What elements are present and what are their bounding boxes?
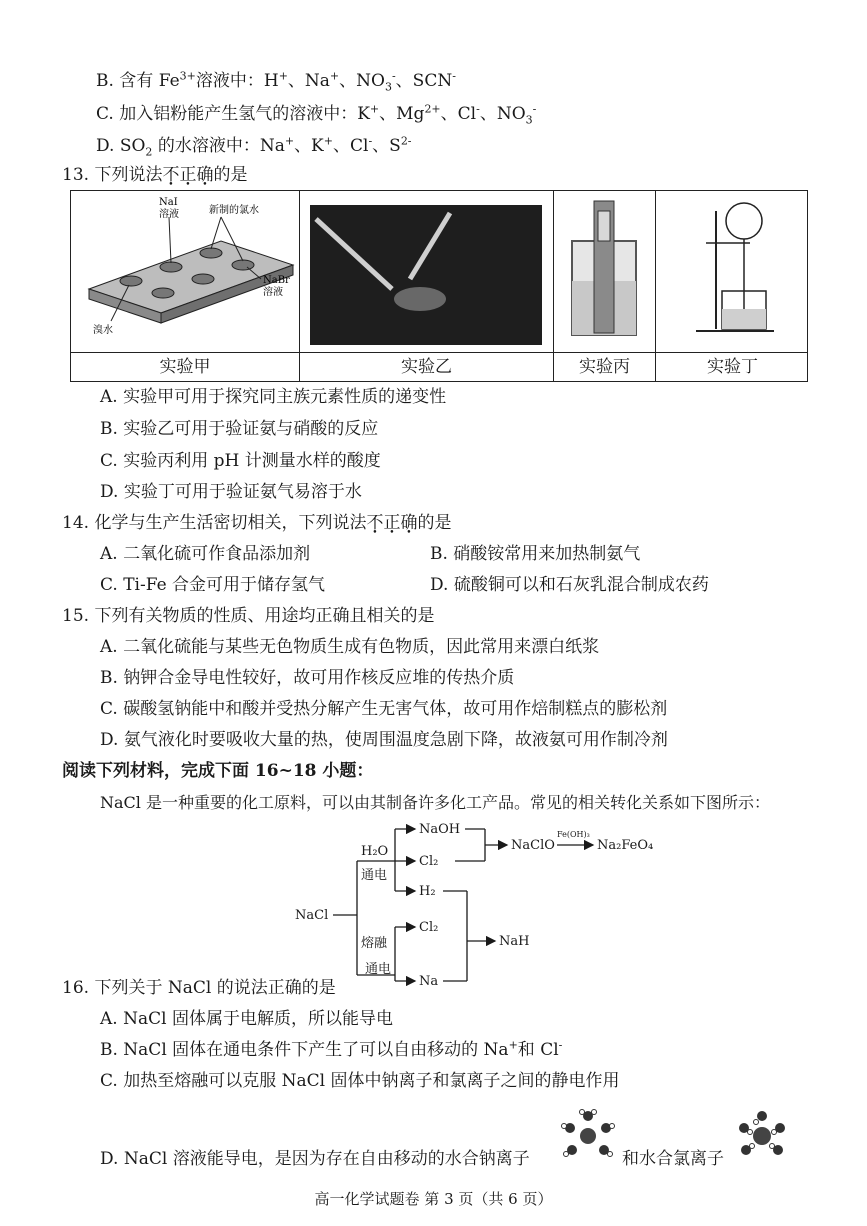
q16-option-d: D. NaCl 溶液能导电，是因为存在自由移动的水合钠离子 <box>100 1149 530 1169</box>
caption-ding: 实验丁 <box>707 357 758 377</box>
caption-bing: 实验丙 <box>579 357 630 377</box>
flow-feoh3: Fe(OH)₃ <box>557 830 590 839</box>
flow-naclo: NaClO <box>511 838 555 853</box>
q16-option-a: A. NaCl 固体属于电解质，所以能导电 <box>100 1009 393 1029</box>
q16-option-c: C. 加热至熔融可以克服 NaCl 固体中钠离子和氯离子之间的静电作用 <box>100 1071 620 1091</box>
label-bromine-water: 溴水 <box>93 325 113 336</box>
q14-option-b: B. 硝酸铵常用来加热制氨气 <box>430 544 641 564</box>
hydrated-chloride-ion-icon <box>734 1108 790 1164</box>
q14-option-d: D. 硫酸铜可以和石灰乳混合制成农药 <box>430 575 709 595</box>
flow-naoh: NaOH <box>419 822 461 837</box>
q13-option-c: C. 实验丙利用 pH 计测量水样的酸度 <box>100 451 381 471</box>
page-footer: 高一化学试题卷 第 3 页（共 6 页） <box>314 1190 553 1208</box>
label-nabr: NaBr <box>263 275 290 286</box>
experiment-jia-cell <box>71 191 300 381</box>
flow-h2o: H₂O <box>361 844 389 859</box>
flow-na: Na <box>419 974 439 989</box>
experiment-ding-cell <box>656 191 809 381</box>
flow-nacl: NaCl <box>295 908 329 923</box>
experiment-yi-cell <box>300 191 554 381</box>
glass-rods-photo <box>300 191 554 351</box>
flow-h2: H₂ <box>419 884 436 899</box>
hydrated-sodium-ion-icon <box>560 1108 616 1164</box>
flow-rongrong: 熔融 <box>361 936 388 951</box>
q13-stem: 13. 下列说法不正确的是 <box>62 165 248 185</box>
flow-cl2-a: Cl₂ <box>419 854 439 869</box>
label-nai-solution: 溶液 <box>159 209 179 220</box>
experiment-table <box>70 190 808 382</box>
q15-option-b: B. 钠钾合金导电性较好，故可用作核反应堆的传热介质 <box>100 668 515 688</box>
flow-tongdian: 通电 <box>361 868 388 883</box>
q13-option-d: D. 实验丁可用于验证氨气易溶于水 <box>100 482 362 502</box>
material-heading: 阅读下列材料，完成下面 16~18 小题： <box>62 761 374 781</box>
material-intro: NaCl 是一种重要的化工原料，可以由其制备许多化工产品。常见的相关转化关系如下图所示： <box>100 793 770 812</box>
fountain-apparatus <box>656 191 809 351</box>
flow-tongdian-2: 通电 <box>365 962 392 977</box>
q15-option-c: C. 碳酸氢钠能中和酸并受热分解产生无害气体，故可用作焙制糕点的膨松剂 <box>100 699 668 719</box>
q13-option-b: B. 实验乙可用于验证氨与硝酸的反应 <box>100 419 379 439</box>
q12-option-c: C. 加入铝粉能产生氢气的溶液中：K+、$Mg^{2+}$、Cl-、$NO_3^-$ <box>96 102 537 127</box>
q14-option-c: C. Ti-Fe 合金可用于储存氢气 <box>100 575 326 595</box>
label-chlorine-water: 新制的氯水 <box>209 205 259 216</box>
q16-option-b: B. NaCl 固体在通电条件下产生了可以自由移动的 Na+和 Cl- <box>100 1038 563 1060</box>
q15-option-a: A. 二氧化硫能与某些无色物质生成有色物质，因此常用来漂白纸浆 <box>100 637 600 657</box>
caption-jia: 实验甲 <box>159 357 211 377</box>
flow-nah: NaH <box>499 934 530 949</box>
q14-option-a: A. 二氧化硫可作食品添加剂 <box>100 544 311 564</box>
q12-option-d: D. $SO_2$ 的水溶液中：Na+、K+、Cl-、$S^{2-}$ <box>96 134 412 159</box>
q12-option-b: B. 含有 $Fe^{3+}$溶液中：H+、Na+、$NO_3^-$、SCN- <box>96 69 456 94</box>
nacl-conversion-diagram <box>295 815 675 995</box>
flow-cl2-b: Cl₂ <box>419 920 439 935</box>
caption-yi: 实验乙 <box>401 357 452 377</box>
q14-stem: 14. 化学与生产生活密切相关，下列说法不正确的是 <box>62 513 452 533</box>
q13-option-a: A. 实验甲可用于探究同主族元素性质的递变性 <box>100 387 447 407</box>
q16-option-d-tail: 和水合氯离子 <box>622 1149 724 1169</box>
label-nabr-solution: 溶液 <box>263 287 283 298</box>
flow-na2feo4: Na₂FeO₄ <box>597 838 654 853</box>
q15-option-d: D. 氨气液化时要吸收大量的热，使周围温度急剧下降，故液氨可用作制冷剂 <box>100 730 668 750</box>
q16-stem: 16. 下列关于 NaCl 的说法正确的是 <box>62 978 336 998</box>
ph-meter-beaker <box>554 191 656 351</box>
spot-plate-diagram <box>71 191 300 351</box>
label-nai: NaI <box>159 197 178 208</box>
q15-stem: 15. 下列有关物质的性质、用途均正确且相关的是 <box>62 606 435 626</box>
experiment-bing-cell <box>554 191 656 381</box>
